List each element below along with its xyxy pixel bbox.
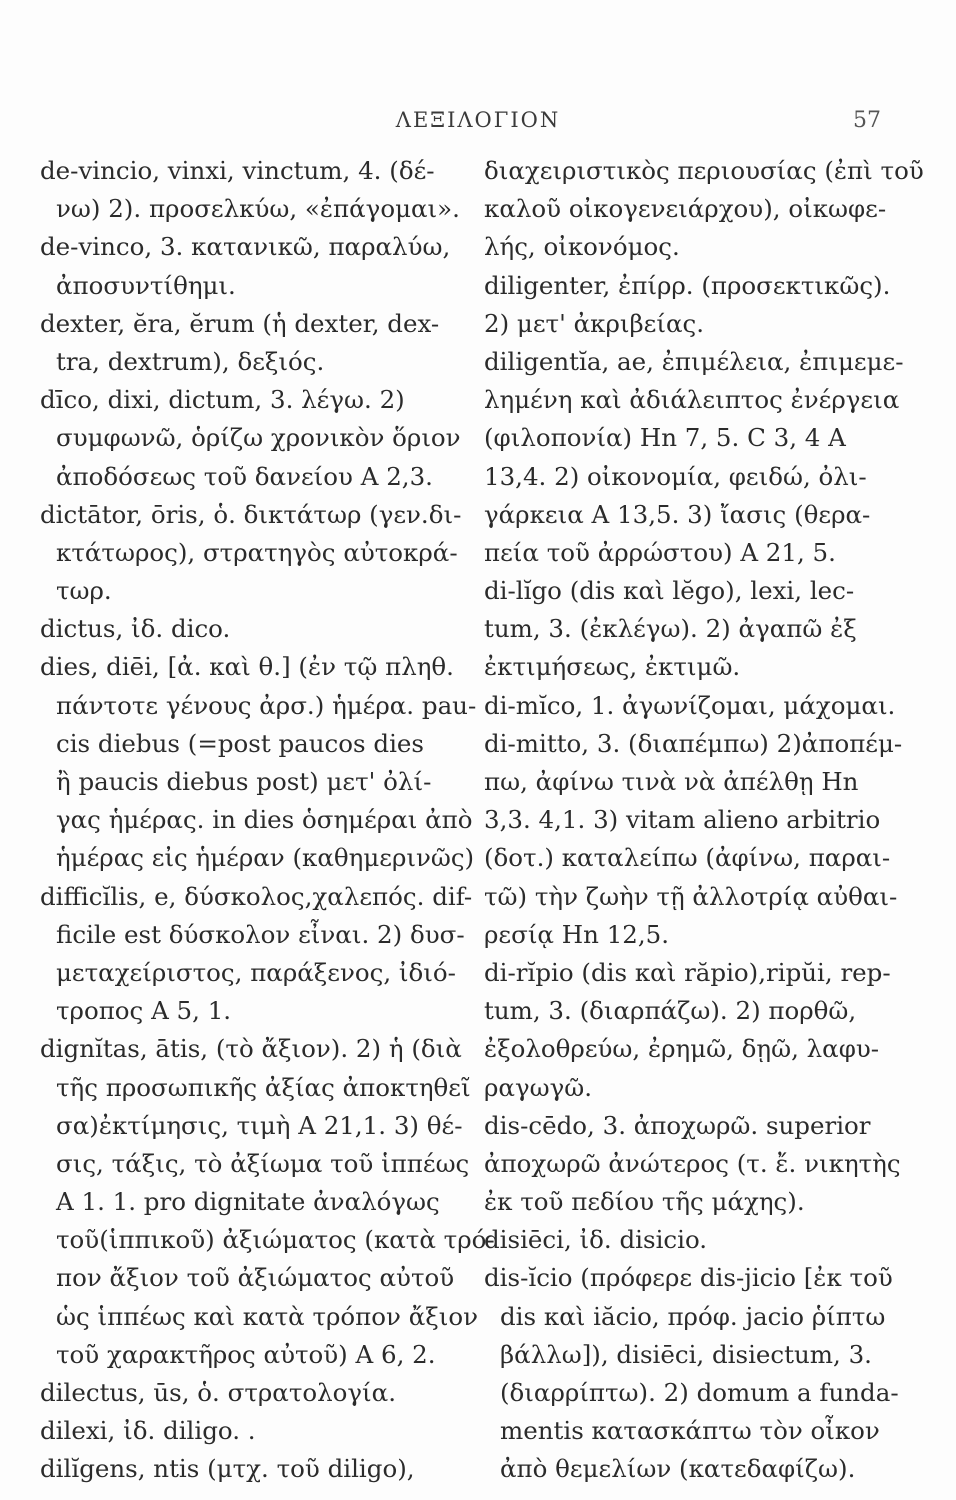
dictionary-line: κτάτωρος), στρατηγὸς αὐτοκρά- <box>56 537 458 567</box>
dictionary-line: 2) μετ' ἀκριβείας. <box>484 308 705 338</box>
dictionary-line: τῶ) τὴν ζωὴν τῇ ἀλλοτρίᾳ αὐθαι- <box>484 881 898 911</box>
dictionary-line: ficile est δύσκολον εἶναι. 2) δυσ- <box>56 919 465 949</box>
dictionary-line: di-mĭco, 1. ἀγωνίζομαι, μάχομαι. <box>484 690 896 720</box>
dictionary-line: τωρ. <box>56 576 112 606</box>
dictionary-line: de-vincio, vinxi, vinctum, 4. (δέ- <box>40 156 435 185</box>
dictionary-line: 13,4. 2) οἰκονομία, φειδώ, ὀλι- <box>484 461 867 491</box>
dictionary-line: dis-ĭcio (πρόφερε dis-jicio [ἐκ τοῦ <box>484 1263 893 1293</box>
dictionary-line: τροπος Α 5, 1. <box>56 996 232 1026</box>
dictionary-line: di-rĭpio (dis καὶ răpio),ripŭi, rep- <box>484 957 891 987</box>
dictionary-line: τοῦ(ἱππικοῦ) ἀξιώματος (κατὰ τρό- <box>56 1225 495 1255</box>
dictionary-line: mentis κατασκάπτω τὸν οἶκον <box>500 1416 880 1446</box>
dictionary-line: di-lĭgo (dis καὶ lĕgo), lexi, lec- <box>484 576 855 606</box>
dictionary-line: ἐκτιμήσεως, ἐκτιμῶ. <box>484 652 741 682</box>
dictionary-line: dīco, dixi, dictum, 3. λέγω. 2) <box>40 385 405 415</box>
dictionary-line: disiēci, ἰδ. disicio. <box>484 1225 708 1255</box>
dictionary-line: πον ἄξιον τοῦ ἀξιώματος αὐτοῦ <box>56 1263 455 1293</box>
dictionary-line: (φιλοπονία) Ηn 7, 5. C 3, 4 Α <box>484 423 846 453</box>
left-column <box>40 152 495 1489</box>
dictionary-line: tum, 3. (ἐκλέγω). 2) ἀγαπῶ ἐξ <box>484 614 857 644</box>
dictionary-line: dilectus, ūs, ὁ. στρατολογία. <box>40 1378 396 1407</box>
dictionary-line: τῆς προσωπικῆς ἀξίας ἀποκτηθεῖ <box>56 1072 471 1102</box>
dictionary-line: ἡμέρας εἰς ἡμέραν (καθημερινῶς) <box>56 843 475 873</box>
dictionary-line: Α 1. 1. pro dignitate ἀναλόγως <box>56 1187 440 1217</box>
dictionary-line: (διαρρίπτω). 2) domum a funda- <box>500 1378 899 1407</box>
dictionary-line: ὡς ἱππέως καὶ κατὰ τρόπον ἄξιον <box>56 1301 479 1331</box>
dictionary-line: dies, diēi, [ἀ. καὶ θ.] (ἐν τῷ πληθ. <box>40 652 454 682</box>
dictionary-line: γάρκεια Α 13,5. 3) ἴασις (θερα- <box>484 499 871 529</box>
dictionary-line: diligenter, ἐπίρρ. (προσεκτικῶς). <box>484 270 891 300</box>
dictionary-line: diligentĭa, ae, ἐπιμέλεια, ἐπιμεμε- <box>484 346 904 376</box>
dictionary-line: dilexi, ἰδ. diligo. . <box>40 1416 256 1446</box>
dictionary-line: πω, ἀφίνω τινὰ νὰ ἀπέλθῃ Ηn <box>484 767 859 796</box>
right-column <box>484 152 924 1489</box>
dictionary-line: σα)ἐκτίμησις, τιμὴ Α 21,1. 3) θέ- <box>56 1110 463 1140</box>
dictionary-line: dexter, ĕra, ĕrum (ἡ dexter, dex- <box>40 308 440 338</box>
dictionary-line: dis καὶ iăcio, πρόφ. jacio ῥίπτω <box>500 1301 886 1331</box>
dictionary-line: ἀποχωρῶ ἀνώτερος (τ. ἔ. νικητὴς <box>484 1148 901 1178</box>
dictionary-line: καλοῦ οἰκογενειάρχου), οἰκωφε- <box>484 194 887 224</box>
dictionary-line: ἀποδόσεως τοῦ δανείου Α 2,3. <box>56 461 433 491</box>
running-header-title: ΛΕΞΙΛΟΓΙΟΝ <box>395 108 561 132</box>
dictionary-line: dictus, ἰδ. dico. <box>40 614 231 644</box>
page-number: 57 <box>853 108 881 133</box>
dictionary-line: ἀποσυντίθημι. <box>56 270 236 300</box>
dictionary-line: ρεσίᾳ Ηn 12,5. <box>484 919 670 949</box>
dictionary-line: dis-cēdo, 3. ἀποχωρῶ. superior <box>484 1110 871 1140</box>
dictionary-line: τοῦ χαρακτῆρος αὐτοῦ) Α 6, 2. <box>56 1339 436 1369</box>
dictionary-line: 3,3. 4,1. 3) vitam alieno arbitrio <box>484 805 881 835</box>
dictionary-line: de-vinco, 3. κατανικῶ, παραλύω, <box>40 232 451 262</box>
dictionary-line: ἢ paucis diebus post) μετ' ὀλί- <box>56 767 432 796</box>
dictionary-line: tum, 3. (διαρπάζω). 2) πορθῶ, <box>484 996 857 1026</box>
dictionary-line: διαχειριστικὸς περιουσίας (ἐπὶ τοῦ <box>484 156 924 185</box>
dictionary-line: tra, dextrum), δεξιός. <box>56 346 325 376</box>
dictionary-line: (δοτ.) καταλείπω (ἀφίνω, παραι- <box>484 843 891 873</box>
dictionary-line: νω) 2). προσελκύω, «ἐπάγομαι». <box>56 194 460 224</box>
dictionary-line: σις, τάξις, τὸ ἀξίωμα τοῦ ἱππέως <box>56 1148 470 1178</box>
dictionary-line: dignĭtas, ātis, (τὸ ἄξιον). 2) ἡ (διὰ <box>40 1034 462 1064</box>
dictionary-line: ραγωγῶ. <box>484 1072 592 1102</box>
dictionary-line: λημένη καὶ ἀδιάλειπτος ἐνέργεια <box>484 385 900 415</box>
dictionary-line: μεταχείριστος, παράξενος, ἰδιό- <box>56 957 456 987</box>
dictionary-line: βάλλω]), disiēci, disiectum, 3. <box>500 1339 872 1369</box>
dictionary-line: dictātor, ōris, ὁ. δικτάτωρ (γεν.δι- <box>40 499 462 529</box>
dictionary-line: cis diebus (=post paucos dies <box>56 728 424 758</box>
dictionary-line: γας ἡμέρας. in dies ὁσημέραι ἀπὸ <box>56 805 473 835</box>
dictionary-line: di-mitto, 3. (διαπέμπω) 2)ἀποπέμ- <box>484 728 903 758</box>
dictionary-line: ἀπὸ θεμελίων (κατεδαφίζω). <box>500 1454 856 1484</box>
dictionary-line: dilĭgens, ntis (μτχ. τοῦ diligo), <box>40 1454 415 1484</box>
dictionary-line: difficĭlis, e, δύσκολος,χαλεπός. dif- <box>40 881 473 911</box>
dictionary-line: λής, οἰκονόμος. <box>484 232 680 262</box>
dictionary-line: πεία τοῦ ἀρρώστου) Α 21, 5. <box>484 537 836 567</box>
dictionary-line: πάντοτε γένους ἀρσ.) ἡμέρα. pau- <box>56 690 477 720</box>
dictionary-line: ἐκ τοῦ πεδίου τῆς μάχης). <box>484 1187 805 1217</box>
dictionary-line: συμφωνῶ, ὁρίζω χρονικὸν ὅριον <box>56 423 461 453</box>
dictionary-line: ἐξολοθρεύω, ἐρημῶ, δῃῶ, λαφυ- <box>484 1034 880 1064</box>
